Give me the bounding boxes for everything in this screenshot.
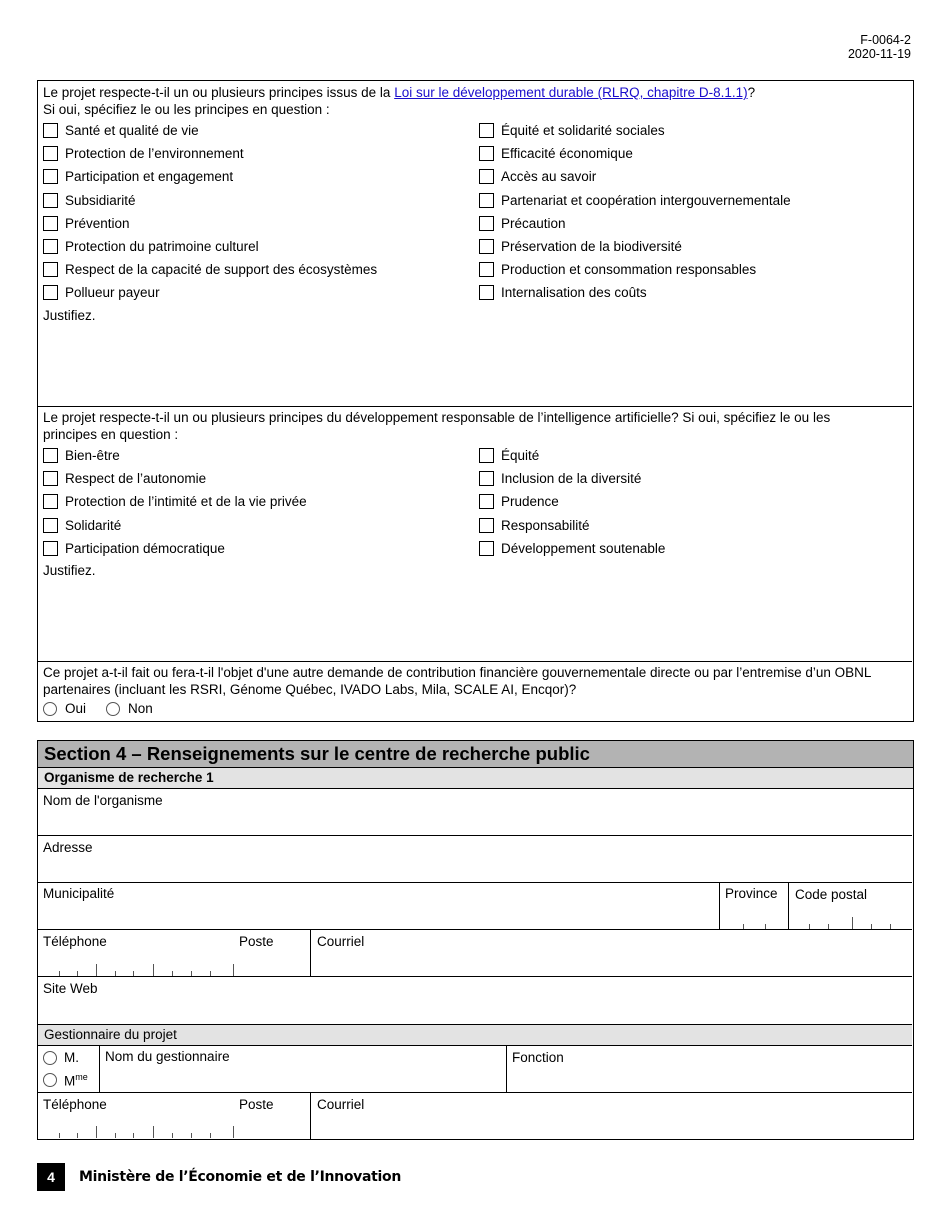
checkbox[interactable] [479,146,494,161]
ai-option[interactable]: Développement soutenable [479,537,909,560]
function-field[interactable] [509,1066,910,1091]
radio-yes-label: Oui [65,701,87,716]
checkbox[interactable] [479,262,494,277]
radio-yes[interactable] [43,702,57,716]
sd-option[interactable]: Santé et qualité de vie [43,119,473,142]
address-label: Adresse [43,840,93,855]
manager-email-field[interactable] [314,1114,910,1138]
divider [506,1045,507,1092]
sd-option[interactable]: Prévention [43,212,473,235]
website-field[interactable] [41,998,910,1023]
divider [38,882,912,883]
sd-subtext: Si oui, spécifiez le ou les principes en question : [43,102,330,117]
website-label: Site Web [43,981,98,996]
function-label: Fonction [512,1050,564,1065]
form-code [848,33,911,61]
province-field[interactable] [721,903,787,929]
checkbox[interactable] [479,239,494,254]
phone-field[interactable] [41,951,311,976]
radio-mr[interactable] [43,1051,57,1065]
form-number: F-0064-2 [860,33,911,47]
checkbox[interactable] [43,239,58,254]
divider [99,1045,100,1092]
sd-option[interactable]: Protection de l’environnement [43,142,473,165]
province-label: Province [725,886,778,901]
checkbox[interactable] [479,494,494,509]
ai-option[interactable]: Responsabilité [479,514,909,537]
phone-label: Téléphone [43,934,107,949]
sd-justify-label: Justifiez. [43,308,96,323]
sd-option[interactable]: Subsidiarité [43,189,473,212]
city-field[interactable] [41,902,716,928]
page-number: 4 [37,1163,65,1191]
checkbox[interactable] [479,169,494,184]
ai-option[interactable]: Équité [479,444,909,467]
divider [38,661,912,662]
checkbox[interactable] [43,146,58,161]
sd-option[interactable]: Internalisation des coûts [479,281,909,304]
checkbox[interactable] [479,193,494,208]
divider [38,976,912,977]
checkbox[interactable] [43,123,58,138]
divider [719,882,720,929]
ministry-name: Ministère de l’Économie et de l’Innovation [79,1169,401,1185]
sd-option[interactable]: Production et consommation responsables [479,258,909,281]
sd-right-column [479,119,909,305]
manager-header: Gestionnaire du projet [38,1025,912,1046]
manager-name-label: Nom du gestionnaire [105,1049,230,1064]
manager-ext-label: Poste [239,1097,274,1112]
checkbox[interactable] [479,518,494,533]
manager-email-label: Courriel [317,1097,365,1112]
divider [38,406,912,407]
checkbox[interactable] [43,494,58,509]
sd-option[interactable]: Accès au savoir [479,165,909,188]
checkbox[interactable] [479,216,494,231]
sd-left-column [43,119,473,305]
title-mr-option[interactable]: M. [43,1050,79,1065]
radio-mrs[interactable] [43,1073,57,1087]
section-4 [37,740,914,1140]
checkbox[interactable] [43,518,58,533]
manager-name-field[interactable] [102,1066,505,1091]
ai-option[interactable]: Protection de l’intimité et de la vie privée [43,490,473,513]
radio-no[interactable] [106,702,120,716]
divider [310,1092,311,1139]
divider [38,835,912,836]
ai-right-column [479,444,909,560]
checkbox[interactable] [479,448,494,463]
sd-option[interactable]: Préservation de la biodiversité [479,235,909,258]
checkbox[interactable] [479,285,494,300]
checkbox[interactable] [479,541,494,556]
postal-label: Code postal [795,887,868,902]
sd-question: Le projet respecte-t-il un ou plusieurs principes issus de la Loi sur le développement durable (RLRQ, chapitre D-8.1.1)? [43,85,756,100]
subsection-title: Organisme de recherche 1 [38,768,913,789]
sd-option[interactable]: Protection du patrimoine culturel [43,235,473,258]
title-mrs-option[interactable]: $M^{me}$ [43,1072,88,1089]
ext-label: Poste [239,934,274,949]
email-label: Courriel [317,934,365,949]
funding-radios [43,701,153,716]
city-label: Municipalité [43,886,115,901]
checkbox[interactable] [479,123,494,138]
org-name-field[interactable] [41,809,910,834]
sd-option[interactable]: Équité et solidarité sociales [479,119,909,142]
org-name-label: Nom de l'organisme [43,793,163,808]
checkbox[interactable] [43,216,58,231]
checkbox[interactable] [43,448,58,463]
address-field[interactable] [41,856,910,881]
checkbox[interactable] [479,471,494,486]
divider [38,929,912,930]
checkbox[interactable] [43,262,58,277]
funding-question: Ce projet a-t-il fait ou fera-t-il l'objet d'une autre demande de contribution financière gouvernementale directe ou par l’entremise d’un OBNL partenaires (incluant les RSRI, Génome Québec, IVADO Labs, Mila, SCALE AI, Encqor)? [43,665,871,697]
form-date: 2020-11-19 [847,47,911,61]
sd-option[interactable]: Précaution [479,212,909,235]
ai-option[interactable]: Inclusion de la diversité [479,467,909,490]
postal-code-field[interactable] [790,903,910,929]
section-title: Section 4 – Renseignements sur le centre de recherche public [38,741,913,768]
principles-box [37,80,914,722]
manager-phone-field[interactable] [41,1114,311,1138]
ai-justify-label: Justifiez. [43,563,96,578]
checkbox[interactable] [43,471,58,486]
ai-option[interactable]: Bien-être [43,444,473,467]
ai-option[interactable]: Respect de l’autonomie [43,467,473,490]
checkbox[interactable] [43,541,58,556]
checkbox[interactable] [43,193,58,208]
radio-no-label: Non [128,701,153,716]
sd-justify-field[interactable] [43,325,908,403]
ai-left-column [43,444,473,560]
sd-option[interactable]: Participation et engagement [43,165,473,188]
ai-question: Le projet respecte-t-il un ou plusieurs principes du développement responsable de l’intelligence artificielle? Si oui, spécifiez le ou les principes en question : [43,410,831,442]
checkbox[interactable] [43,169,58,184]
sd-law-link[interactable]: Loi sur le développement durable (RLRQ, chapitre D-8.1.1) [394,85,748,100]
checkbox[interactable] [43,285,58,300]
ai-option[interactable]: Participation démocratique [43,537,473,560]
manager-phone-label: Téléphone [43,1097,107,1112]
divider [310,929,311,976]
ai-option[interactable]: Prudence [479,490,909,513]
ai-justify-field[interactable] [43,580,908,658]
sd-option[interactable]: Pollueur payeur [43,281,473,304]
ai-option[interactable]: Solidarité [43,514,473,537]
sd-option[interactable]: Respect de la capacité de support des écosystèmes [43,258,473,281]
email-field[interactable] [314,951,910,976]
sd-option[interactable]: Partenariat et coopération intergouvernementale [479,189,909,212]
divider [38,1092,912,1093]
divider [788,882,789,929]
sd-option[interactable]: Efficacité économique [479,142,909,165]
